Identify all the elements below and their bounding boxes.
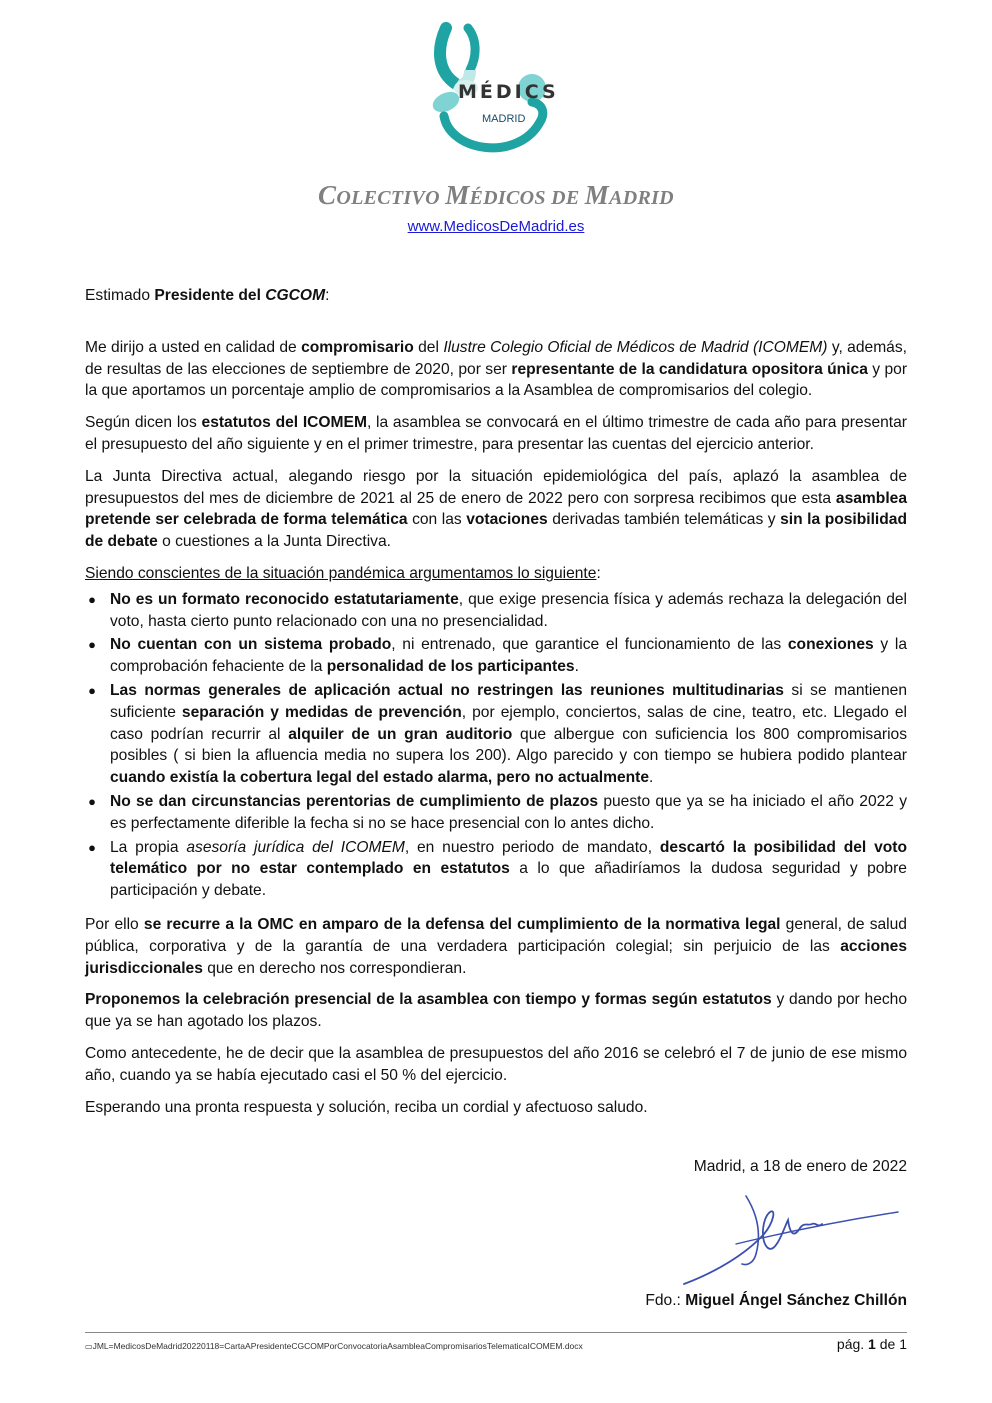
logo-text-medics: MÉDICS — [458, 81, 559, 103]
paragraph-3: La Junta Directiva actual, alegando riesgo por la situación epidemiológica del país, aplazó la asamblea de presupuestos del mes de diciembre de 2021 al 25 de enero de 2022 pero con sorpresa recibimos que esta asamblea pretende ser celebrada de forma telemática con las votaciones derivadas también telemáticas y sin la posibilidad de debate o cuestiones a la Junta Directiva. — [85, 467, 907, 551]
bullet-icon: ● — [88, 682, 96, 698]
list-item: ● No es un formato reconocido estatutariamente, que exige presencia física y además rechaza la delegación del voto, hasta cierto punto relacionado con una no presencialidad. — [85, 589, 907, 633]
document-icon: ▭ — [85, 1342, 93, 1351]
arguments-list — [85, 589, 907, 902]
list-item: ● La propia asesoría jurídica del ICOMEM, en nuestro periodo de mandato, descartó la posibilidad del voto telemático por no estar contemplado en estatutos a lo que añadiríamos la dudosa seguridad y pobre participación y debate. — [85, 837, 907, 902]
footer-divider — [85, 1332, 907, 1333]
website-link[interactable]: www.MedicosDeMadrid.es — [407, 218, 585, 235]
signer-name: Miguel Ángel Sánchez Chillón — [685, 1292, 907, 1309]
footer-filename: ▭JML=MedicosDeMadrid20220118=CartaAPresidenteCGCOMPorConvocatoriaAsambleaCompromisariosTelematicaICOMEM.docx — [85, 1341, 583, 1351]
list-item: ● No se dan circunstancias perentorias de cumplimiento de plazos puesto que ya se ha iniciado el año 2022 y es perfectamente diferible la fecha si no se hace presencial con lo antes dicho. — [85, 791, 907, 835]
signer-line: Fdo.: Miguel Ángel Sánchez Chillón — [645, 1292, 907, 1309]
letter-body — [85, 285, 907, 1128]
bullet-icon: ● — [88, 637, 96, 653]
salutation: Estimado Presidente del CGCOM: — [85, 287, 330, 304]
page-number: pág. 1 de 1 — [836, 1336, 907, 1352]
bullet-icon: ● — [88, 839, 96, 855]
paragraph-4: Por ello se recurre a la OMC en amparo de la defensa del cumplimiento de la normativa legal general, de salud pública, corporativa y de la garantía de una verdadera participación colegial; sin perjuicio de las acciones jurisdiccionales que en derecho nos correspondieran. — [85, 915, 907, 977]
list-item: ● No cuentan con un sistema probado, ni entrenado, que garantice el funcionamiento de las conexiones y la comprobación fehaciente de la personalidad de los participantes. — [85, 634, 907, 678]
paragraph-5: Proponemos la celebración presencial de la asamblea con tiempo y formas según estatutos y dando por hecho que ya se han agotado los plazos. — [85, 991, 908, 1031]
paragraph-6: Como antecedente, he de decir que la asamblea de presupuestos del año 2016 se celebró el 7 de junio de ese mismo año, cuando ya se había ejecutado casi el 50 % del ejercicio. — [85, 1044, 907, 1084]
letter-date: Madrid, a 18 de enero de 2022 — [693, 1158, 907, 1175]
logo-text-madrid: MADRID — [482, 113, 526, 125]
bullet-icon: ● — [88, 591, 96, 607]
handwritten-signature — [676, 1182, 904, 1292]
list-item: ● Las normas generales de aplicación actual no restringen las reuniones multitudinarias si se mantienen suficiente separación y medidas de prevención, por ejemplo, conciertos, salas de cine, teatro, etc. Llegado el caso podrían recurrir al alquiler de un gran auditorio que albergue con suficiencia los 800 compromisarios posibles ( si bien la afluencia media no supera los 200). Algo parecido y con tiempo se hubiera podido plantear cuando existía la cobertura legal del estado alarma, pero no actualmente. — [85, 680, 907, 789]
paragraph-1: Me dirijo a usted en calidad de compromisario del Ilustre Colegio Oficial de Médicos de Madrid (ICOMEM) y, además, de resultas de las elecciones de septiembre de 2020, por ser representante de la candidatura opositora única y por la que aportamos un porcentaje amplio de compromisarios a la Asamblea de compromisarios del colegio. — [85, 338, 908, 400]
medics-madrid-logo — [418, 22, 568, 172]
bullet-icon: ● — [88, 793, 96, 809]
paragraph-2: Según dicen los estatutos del ICOMEM, la asamblea se convocará en el último trimestre de cada año para presentar el presupuesto del año siguiente y en el primer trimestre, para presentar las cuentas del ejercicio anterior. — [85, 414, 907, 453]
arguments-intro: Siendo conscientes de la situación pandémica argumentamos lo siguiente: — [85, 564, 601, 582]
closing-paragraph: Esperando una pronta respuesta y solución, reciba un cordial y afectuoso saludo. — [85, 1098, 648, 1116]
organization-title: COLECTIVO MÉDICOS DE MADRID — [318, 180, 674, 210]
